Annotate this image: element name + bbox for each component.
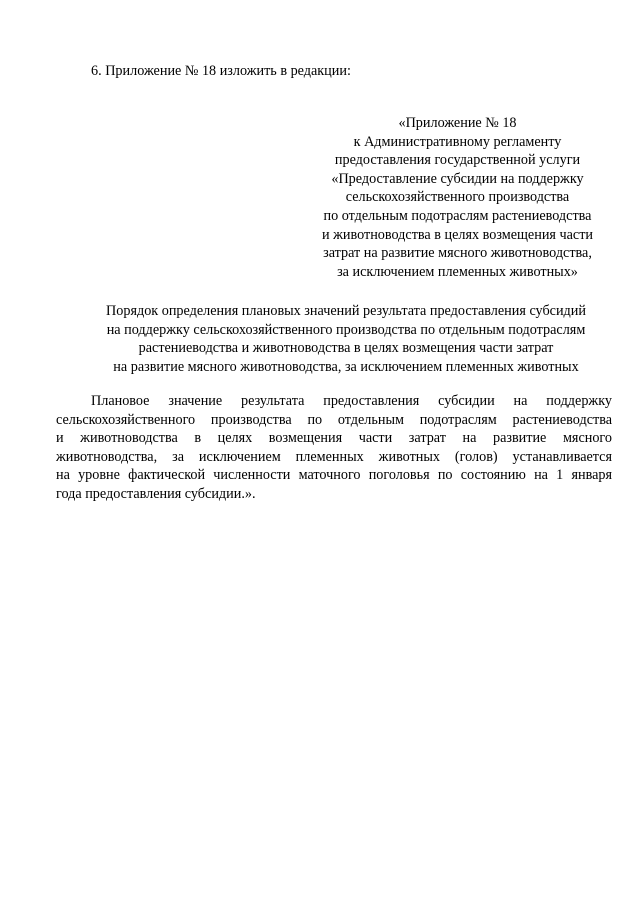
appendix-header <box>300 114 615 281</box>
appendix-header-line: по отдельным подотраслям растениеводства <box>323 207 592 224</box>
appendix-header-line: сельскохозяйственного производства <box>345 189 570 206</box>
appendix-header-line: предоставления государственной услуги <box>334 152 581 169</box>
appendix-header-line: «Приложение № 18 <box>398 115 517 131</box>
paragraph-line: животноводства, за исключением племенных животных (голов) устанавливается <box>56 448 612 465</box>
body-paragraph <box>56 392 612 504</box>
appendix-header-line: и животноводства в целях возмещения части <box>321 226 594 243</box>
appendix-header-line: за исключением племенных животных» <box>337 263 578 280</box>
appendix-header-line: «Предоставление субсидии на поддержку <box>331 170 584 187</box>
section-heading <box>56 302 636 376</box>
paragraph-line: и животноводства в целях возмещения части затрат на развитие мясного <box>56 430 612 447</box>
appendix-header-line: к Административному регламенту <box>353 133 562 150</box>
heading-line: на развитие мясного животноводства, за исключением племенных животных <box>113 358 579 375</box>
heading-line: Порядок определения плановых значений результата предоставления субсидий <box>106 303 586 319</box>
amendment-item-text: 6. Приложение № 18 изложить в редакции: <box>91 63 351 79</box>
paragraph-line: сельскохозяйственного производства по отдельным подотраслям растениеводства <box>56 411 612 428</box>
paragraph-line: Плановое значение результата предоставления субсидии на поддержку <box>91 393 612 409</box>
heading-line: растениеводства и животноводства в целях возмещения части затрат <box>138 340 554 357</box>
heading-line: на поддержку сельскохозяйственного производства по отдельным подотраслям <box>106 321 586 338</box>
paragraph-line: на уровне фактической численности маточного поголовья по состоянию на 1 января <box>56 467 612 484</box>
paragraph-line: года предоставления субсидии.». <box>56 485 256 502</box>
appendix-header-line: затрат на развитие мясного животноводства, <box>323 245 592 262</box>
